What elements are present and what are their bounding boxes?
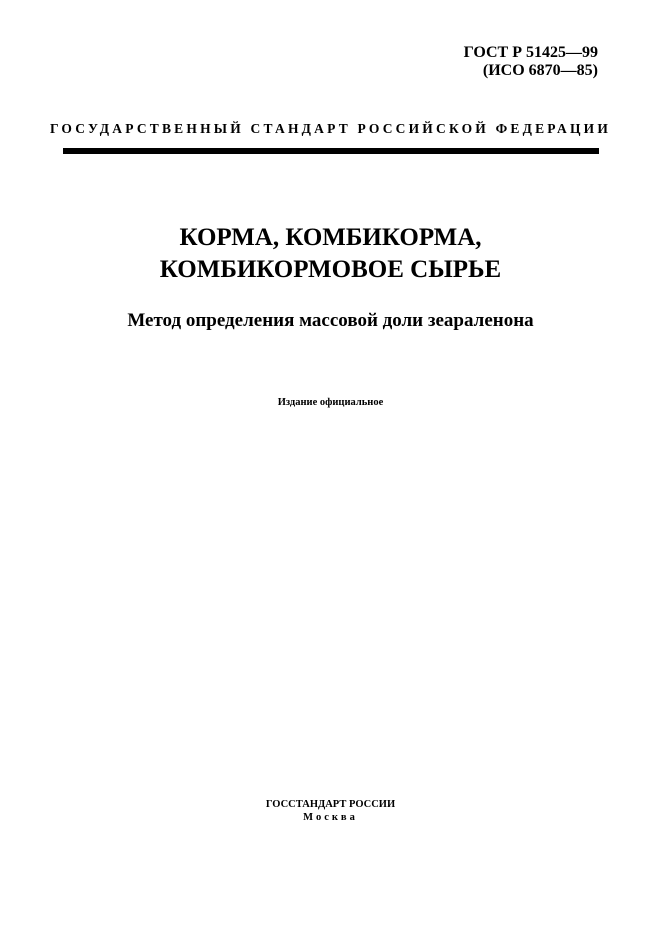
publisher-name: ГОССТАНДАРТ РОССИИ [265, 799, 396, 810]
organization-line: ГОСУДАРСТВЕННЫЙ СТАНДАРТ РОССИЙСКОЙ ФЕДЕРАЦИИ [49, 121, 612, 136]
iso-reference: (ИСО 6870—85) [482, 62, 598, 79]
header-divider [63, 148, 599, 154]
document-subtitle: Метод определения массовой доли зеараленона [127, 310, 534, 331]
standard-number: ГОСТ Р 51425—99 [463, 44, 598, 61]
publisher-block [0, 798, 661, 824]
standard-code-block [464, 44, 598, 80]
document-title [0, 222, 661, 286]
title-line-1: КОРМА, КОМБИКОРМА, [179, 224, 482, 251]
title-line-2: КОМБИКОРМОВОЕ СЫРЬЕ [159, 256, 502, 283]
publisher-city: Москва [303, 812, 358, 823]
edition-note: Издание официальное [277, 397, 384, 408]
